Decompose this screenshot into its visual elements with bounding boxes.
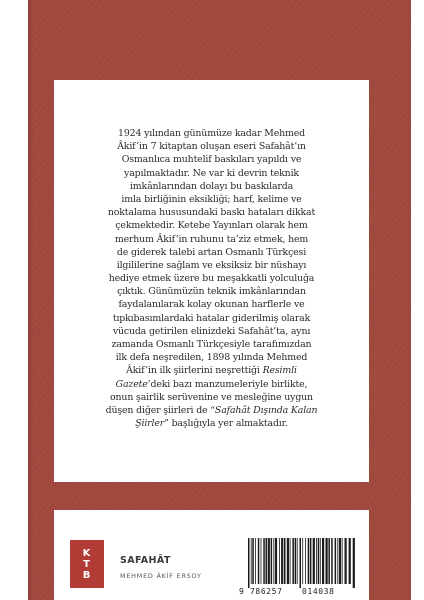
blurb-line-text: çıktık. Günümüzün teknik imkânlarından: [117, 286, 306, 298]
barcode-bar: [328, 538, 330, 584]
blurb-line: [62, 233, 361, 246]
barcode-bar: [349, 538, 351, 584]
blurb-line-text: de giderek talebi artan Osmanlı Türkçesi: [116, 246, 307, 258]
barcode-bar: [318, 538, 320, 584]
blurb-line: [62, 167, 361, 180]
blurb-line-text: noktalama hususundaki baskı hataları dikkat: [107, 207, 316, 219]
blurb-panel: [54, 80, 369, 482]
blurb-line-text: Âkif’in ilk şiirlerini neşrettiği: [126, 365, 263, 377]
blurb-line: [62, 272, 361, 285]
isbn-barcode: [238, 536, 358, 596]
barcode-bar: [287, 538, 289, 584]
logo-letter-b: B: [82, 569, 92, 581]
barcode-bar: [320, 538, 321, 584]
barcode-bar: [316, 538, 317, 584]
blurb-line: [62, 364, 361, 377]
blurb-line-text: hediye etmek üzere bu meşakkatli yolculuğa: [108, 273, 315, 285]
logo-letter-k: K: [82, 547, 92, 559]
blurb-line-text: 1924 yılından günümüze kadar Mehmed: [118, 128, 305, 139]
book-author: MEHMED ÂKİF ERSOY: [120, 572, 202, 580]
blurb-line-text: yapılmaktadır. Ne var ki devrin teknik: [124, 167, 299, 179]
blurb-line-text: zamanda Osmanlı Türkçesiyle tarafımızdan: [111, 339, 312, 350]
blurb-line-text: düşen diğer şiirleri de “: [105, 404, 215, 416]
barcode-bars: [248, 538, 355, 588]
barcode-bar: [275, 538, 277, 584]
blurb-line: [62, 298, 361, 311]
blurb-line: [62, 219, 361, 232]
blurb-line-text: imkânlarından dolayı bu baskılarda: [129, 180, 294, 192]
barcode-bar: [266, 538, 268, 584]
barcode-bar: [281, 538, 283, 584]
barcode-bar: [268, 538, 270, 584]
blurb-line-text: imla birliğinin eksikliği; harf, kelime ve: [121, 193, 302, 205]
barcode-bar: [258, 538, 260, 584]
blurb-line-text: ” başlığıyla yer almaktadır.: [164, 418, 288, 430]
barcode-bar: [342, 538, 343, 584]
blurb-line: [62, 140, 361, 153]
blurb-line-text: tıpkıbasımlardaki hatalar giderilmiş olarak: [112, 312, 311, 324]
barcode-bar: [279, 538, 280, 584]
blurb-line-text: faydalanılarak kolay okunan harflerle ve: [118, 299, 305, 311]
barcode-bar: [345, 538, 347, 584]
blurb-line-text: ’deki bazı manzumeleriyle birlikte,: [147, 378, 308, 390]
cover-footer: [54, 510, 369, 600]
blurb-line: [62, 193, 361, 206]
blurb-line: [62, 312, 361, 325]
blurb-line-italic: Gazete: [115, 378, 148, 390]
barcode-bar: [302, 538, 303, 584]
barcode-bar: [273, 538, 274, 584]
isbn-group-2: 014038: [302, 587, 335, 596]
blurb-line-text: Osmanlıca muhtelif baskıları yapıldı ve: [121, 154, 302, 166]
blurb-line: [62, 391, 361, 404]
isbn-first-digit: 9: [239, 587, 244, 596]
blurb-line: [62, 127, 361, 140]
book-title: SAFAHÂT: [120, 555, 171, 566]
blurb-line-text: ilk defa neşredilen, 1898 yılında Mehmed: [115, 352, 308, 364]
barcode-bar: [305, 538, 306, 584]
blurb-line: [62, 351, 361, 364]
blurb-line: [62, 338, 361, 351]
barcode-bar: [271, 538, 273, 584]
barcode-bar: [322, 538, 324, 584]
blurb-line: [62, 285, 361, 298]
barcode-bar: [335, 538, 337, 584]
barcode-bar: [255, 538, 256, 584]
barcode-bar: [252, 538, 254, 584]
blurb-line: [62, 246, 361, 259]
barcode-bar: [326, 538, 328, 584]
logo-letter-t: T: [83, 558, 91, 570]
barcode-bar: [290, 538, 291, 584]
blurb-line-text: çekmektedir. Ketebe Yayınları olarak hem: [115, 220, 308, 232]
blurb-line-text: ilgililerine sağlam ve eksiksiz bir nüshayı: [116, 259, 307, 271]
isbn-group-1: 786257: [250, 587, 283, 596]
barcode-bar: [308, 538, 310, 584]
blurb-line-italic: Şiirler: [135, 418, 165, 430]
barcode-bar: [251, 538, 252, 584]
blurb-line: [62, 325, 361, 338]
barcode-bar: [313, 538, 315, 584]
blurb-line-italic: Resimli: [262, 365, 297, 377]
blurb-text: [62, 127, 361, 430]
barcode-bar: [292, 538, 294, 584]
blurb-line: [62, 259, 361, 272]
barcode-bar: [263, 538, 265, 584]
blurb-line-text: vücuda getirilen elinizdeki Safahât’ta, aynı: [112, 325, 311, 337]
blurb-line: [62, 417, 361, 430]
blurb-line: [62, 404, 361, 417]
barcode-bar: [310, 538, 312, 584]
barcode-bar: [337, 538, 338, 584]
blurb-line-text: merhum Âkif’in ruhunu ta’ziz etmek, hem: [114, 233, 309, 245]
barcode-bar: [284, 538, 286, 584]
blurb-line-text: Âkif’in 7 kitaptan oluşan eseri Safahât’ın: [117, 141, 306, 153]
barcode-bar: [261, 538, 262, 584]
publisher-logo: [70, 540, 104, 588]
barcode-bar: [297, 538, 298, 584]
barcode-bar: [331, 538, 333, 584]
barcode-bar: [248, 538, 250, 588]
blurb-line: [62, 378, 361, 391]
barcode-bar: [295, 538, 297, 584]
blurb-line: [62, 206, 361, 219]
blurb-line: [62, 153, 361, 166]
blurb-line: [62, 180, 361, 193]
blurb-line-text: onun şairlik serüvenine ve mesleğine uygun: [110, 391, 313, 403]
barcode-bar: [353, 538, 355, 588]
cover-edge-shadow: [28, 0, 34, 600]
barcode-bar: [300, 538, 302, 588]
barcode-bar: [339, 538, 341, 584]
blurb-line-italic: Safahât Dışında Kalan: [214, 404, 318, 416]
